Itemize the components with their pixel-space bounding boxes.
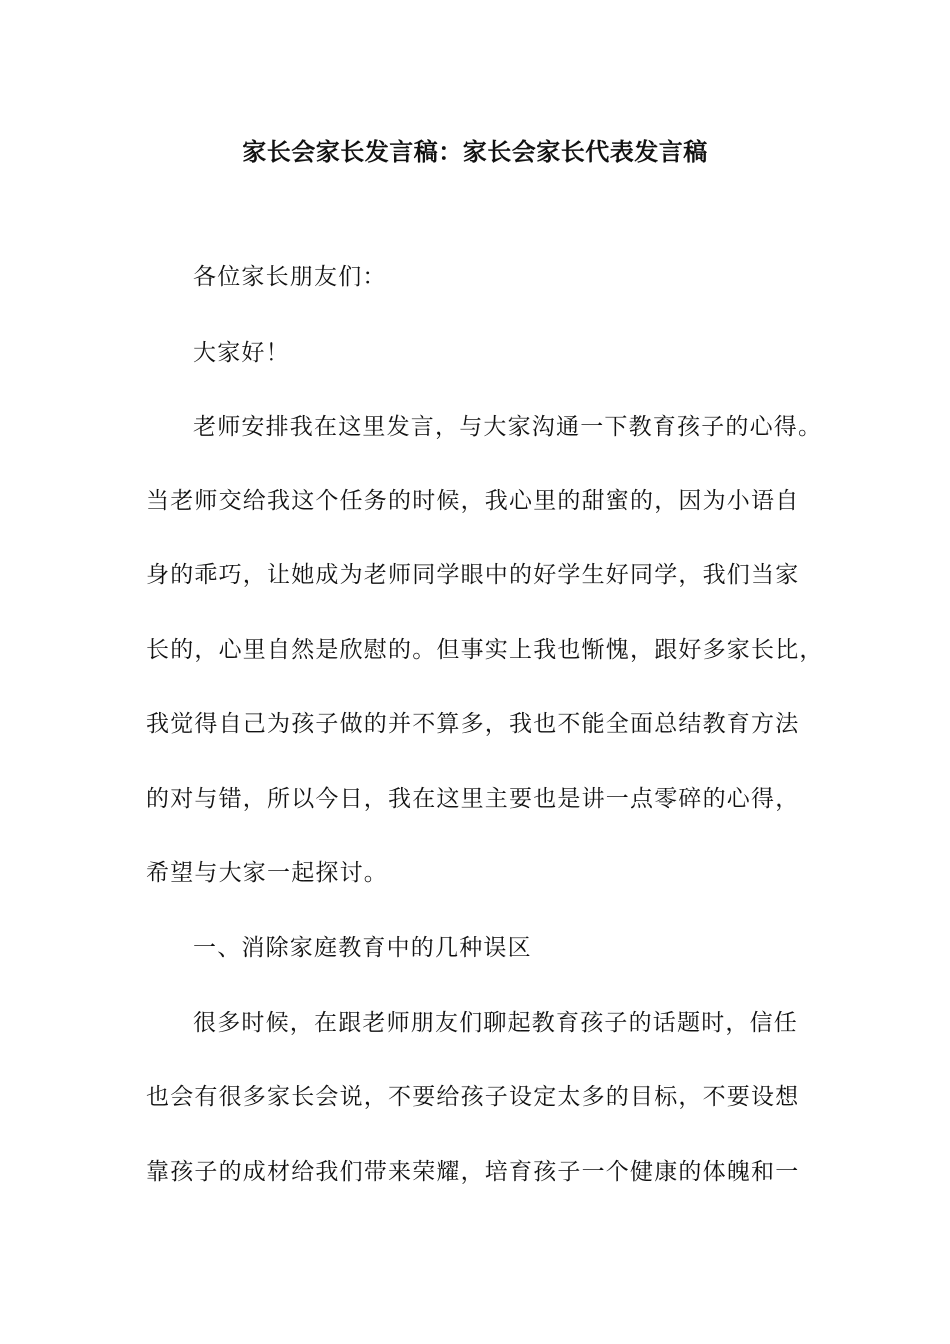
paragraph-line: 我觉得自己为孩子做的并不算多，我也不能全面总结教育方法 — [146, 711, 800, 737]
salutation-line: 各位家长朋友们： — [193, 264, 387, 290]
paragraph-line: 老师安排我在这里发言，与大家沟通一下教育孩子的心得。 — [193, 414, 823, 440]
section-heading: 一、消除家庭教育中的几种误区 — [193, 935, 532, 961]
document-title: 家长会家长发言稿：家长会家长代表发言稿 — [242, 137, 708, 166]
paragraph-line: 身的乖巧，让她成为老师同学眼中的好学生好同学，我们当家 — [146, 562, 800, 588]
paragraph-line: 希望与大家一起探讨。 — [146, 860, 388, 886]
paragraph-line: 靠孩子的成材给我们带来荣耀，培育孩子一个健康的体魄和一 — [146, 1159, 800, 1185]
paragraph-line: 当老师交给我这个任务的时候，我心里的甜蜜的，因为小语自 — [146, 488, 800, 514]
greeting-line: 大家好！ — [193, 340, 290, 366]
paragraph-line: 长的，心里自然是欣慰的。但事实上我也惭愧，跟好多家长比， — [146, 637, 824, 663]
paragraph-line: 很多时候，在跟老师朋友们聊起教育孩子的话题时，信任 — [193, 1010, 798, 1036]
paragraph-line: 也会有很多家长会说，不要给孩子设定太多的目标，不要设想 — [146, 1084, 800, 1110]
paragraph-line: 的对与错，所以今日，我在这里主要也是讲一点零碎的心得， — [146, 786, 800, 812]
